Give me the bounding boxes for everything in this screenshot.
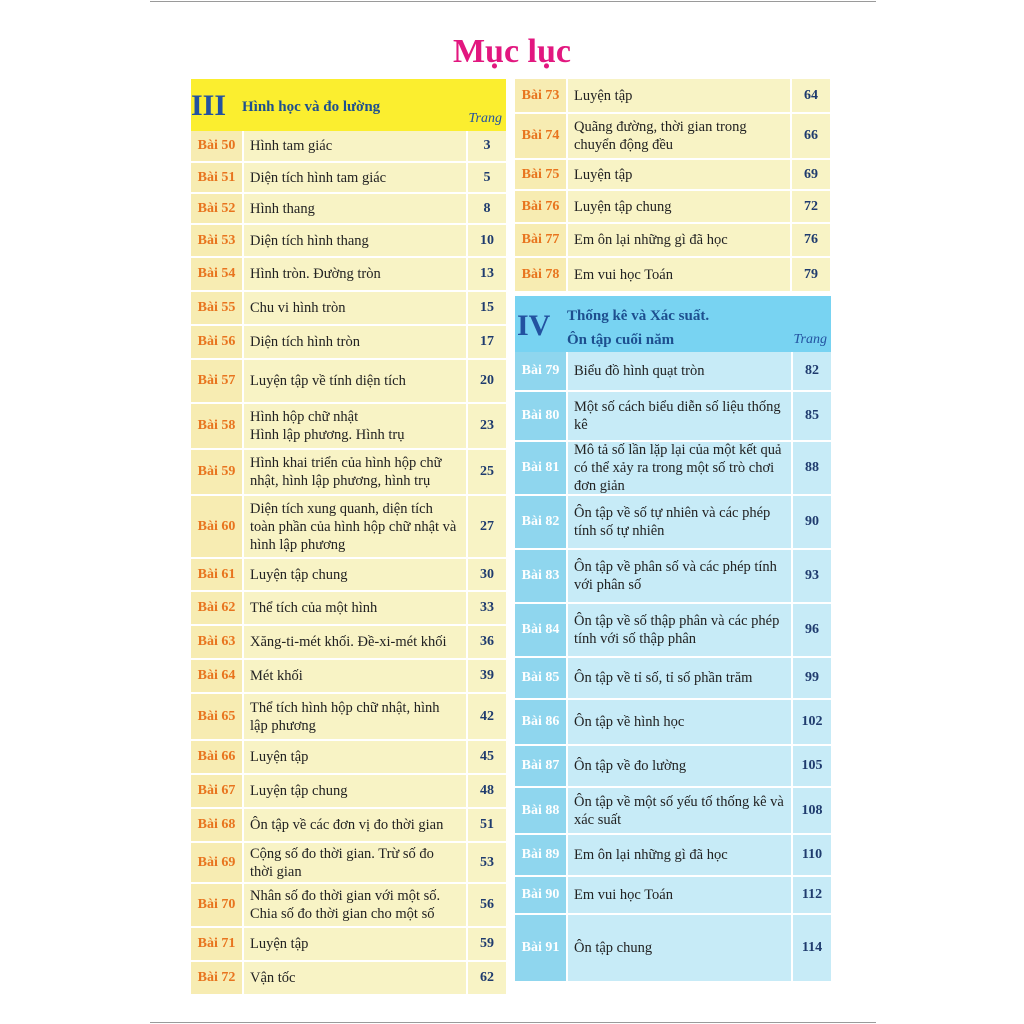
section-iv-header [515,296,831,352]
lesson-number: Bài 87 [515,746,566,786]
lesson-title: Diện tích hình tam giác [242,163,466,192]
lesson-title: Chu vi hình tròn [242,292,466,324]
lesson-title: Mô tả số lần lặp lại của một kết quả có thể xảy ra trong một số trò chơi đơn giản [566,442,791,494]
lesson-number: Bài 80 [515,392,566,440]
lesson-number: Bài 59 [191,450,242,494]
lesson-list [191,131,506,996]
lesson-page: 102 [791,700,831,744]
lesson-title: Quãng đường, thời gian trong chuyển động đều [566,114,790,158]
lesson-title: Diện tích hình thang [242,225,466,256]
lesson-number: Bài 73 [515,79,566,112]
list-item[interactable] [191,496,506,559]
lesson-number: Bài 85 [515,658,566,698]
lesson-number: Bài 51 [191,163,242,192]
list-item[interactable] [515,496,831,550]
lesson-page: 79 [790,258,830,291]
lesson-title: Hình hộp chữ nhật Hình lập phương. Hình trụ [242,404,466,448]
lesson-page: 69 [790,160,830,189]
lesson-page: 30 [466,559,506,590]
lesson-title: Ôn tập về hình học [566,700,791,744]
lesson-number: Bài 68 [191,809,242,841]
lesson-page: 93 [791,550,831,602]
lesson-page: 82 [791,352,831,390]
lesson-number: Bài 89 [515,835,566,875]
lesson-title: Luyện tập chung [566,191,790,222]
page-column-label: Trang [793,332,827,347]
list-item[interactable] [191,626,506,660]
page-title: Mục lục [452,33,572,70]
top-rule [150,1,876,2]
lesson-page: 3 [466,131,506,161]
lesson-page: 66 [790,114,830,158]
list-item[interactable] [191,450,506,496]
lesson-title: Mét khối [242,660,466,692]
lesson-title: Luyện tập [566,79,790,112]
lesson-title: Luyện tập [242,741,466,773]
list-item[interactable] [515,442,831,496]
lesson-number: Bài 63 [191,626,242,658]
section-iii-header [191,79,506,131]
lesson-number: Bài 67 [191,775,242,807]
lesson-page: 5 [466,163,506,192]
lesson-number: Bài 71 [191,928,242,960]
lesson-title: Ôn tập về phân số và các phép tính với phân số [566,550,791,602]
lesson-page: 62 [466,962,506,994]
lesson-number: Bài 83 [515,550,566,602]
list-item[interactable] [191,292,506,326]
lesson-page: 51 [466,809,506,841]
list-item[interactable] [191,258,506,292]
lesson-title: Thể tích hình hộp chữ nhật, hình lập phương [242,694,466,739]
lesson-number: Bài 58 [191,404,242,448]
list-item[interactable] [515,604,831,658]
lesson-page: 99 [791,658,831,698]
lesson-title: Luyện tập [242,928,466,960]
lesson-title: Em ôn lại những gì đã học [566,835,791,875]
lesson-title: Em vui học Toán [566,258,790,291]
lesson-number: Bài 91 [515,915,566,981]
lesson-number: Bài 65 [191,694,242,739]
lesson-list [515,352,831,983]
lesson-number: Bài 79 [515,352,566,390]
list-item[interactable] [515,788,831,835]
list-item[interactable] [515,700,831,746]
lesson-page: 15 [466,292,506,324]
lesson-page: 10 [466,225,506,256]
lesson-title: Luyện tập về tính diện tích [242,360,466,402]
lesson-number: Bài 82 [515,496,566,548]
list-item[interactable] [191,360,506,404]
list-item[interactable] [191,326,506,360]
lesson-number: Bài 53 [191,225,242,256]
list-item[interactable] [191,928,506,962]
lesson-number: Bài 52 [191,194,242,223]
lesson-title: Ôn tập về tỉ số, tỉ số phần trăm [566,658,791,698]
section-title: Thống kê và Xác suất. Ôn tập cuối năm [567,308,710,348]
lesson-title: Hình tròn. Đường tròn [242,258,466,290]
list-item[interactable] [515,835,831,877]
lesson-number: Bài 84 [515,604,566,656]
lesson-title: Luyện tập chung [242,775,466,807]
list-item[interactable] [191,660,506,694]
lesson-number: Bài 60 [191,496,242,557]
lesson-page: 36 [466,626,506,658]
lesson-title: Luyện tập [566,160,790,189]
lesson-page: 25 [466,450,506,494]
lesson-number: Bài 81 [515,442,566,494]
lesson-title: Ôn tập về đo lường [566,746,791,786]
lesson-number: Bài 54 [191,258,242,290]
lesson-number: Bài 61 [191,559,242,590]
lesson-number: Bài 55 [191,292,242,324]
lesson-page: 108 [791,788,831,833]
lesson-page: 114 [791,915,831,981]
lesson-title: Ôn tập chung [566,915,791,981]
list-item[interactable] [191,775,506,809]
list-item[interactable] [191,809,506,843]
lesson-title: Biểu đồ hình quạt tròn [566,352,791,390]
lesson-number: Bài 72 [191,962,242,994]
lesson-page: 33 [466,592,506,624]
lesson-title: Cộng số đo thời gian. Trừ số đo thời gian [242,843,466,882]
list-item[interactable] [515,352,831,392]
lesson-number: Bài 62 [191,592,242,624]
lesson-number: Bài 57 [191,360,242,402]
lesson-page: 96 [791,604,831,656]
lesson-title: Ôn tập về các đơn vị đo thời gian [242,809,466,841]
list-item[interactable] [191,404,506,450]
list-item[interactable] [515,191,830,224]
lesson-page: 23 [466,404,506,448]
lesson-page: 90 [791,496,831,548]
list-item[interactable] [191,194,506,225]
lesson-page: 112 [791,877,831,913]
lesson-page: 64 [790,79,830,112]
lesson-page: 17 [466,326,506,358]
list-item[interactable] [191,163,506,194]
list-item[interactable] [515,79,830,114]
list-item[interactable] [191,694,506,741]
section-iii-panel [191,79,506,996]
list-item[interactable] [515,658,831,700]
lesson-number: Bài 75 [515,160,566,189]
lesson-title: Vận tốc [242,962,466,994]
lesson-number: Bài 70 [191,884,242,926]
list-item[interactable] [191,225,506,258]
list-item[interactable] [515,114,830,160]
page-column-label: Trang [468,111,502,126]
lesson-page: 110 [791,835,831,875]
lesson-number: Bài 69 [191,843,242,882]
list-item[interactable] [515,392,831,442]
lesson-number: Bài 50 [191,131,242,161]
lesson-page: 27 [466,496,506,557]
lesson-page: 105 [791,746,831,786]
list-item[interactable] [191,741,506,775]
bottom-rule [150,1022,876,1023]
lesson-page: 45 [466,741,506,773]
lesson-title: Diện tích hình tròn [242,326,466,358]
list-item[interactable] [191,592,506,626]
lesson-number: Bài 78 [515,258,566,291]
lesson-page: 8 [466,194,506,223]
lesson-title: Ôn tập về một số yếu tố thống kê và xác suất [566,788,791,833]
lesson-list [515,79,830,293]
lesson-page: 56 [466,884,506,926]
lesson-page: 48 [466,775,506,807]
section-iii-continued-panel [515,79,830,293]
lesson-title: Hình tam giác [242,131,466,161]
lesson-page: 85 [791,392,831,440]
lesson-title: Diện tích xung quanh, diện tích toàn phần của hình hộp chữ nhật và hình lập phương [242,496,466,557]
lesson-number: Bài 77 [515,224,566,256]
lesson-title: Luyện tập chung [242,559,466,590]
lesson-title: Thể tích của một hình [242,592,466,624]
list-item[interactable] [191,884,506,928]
lesson-title: Hình thang [242,194,466,223]
list-item[interactable] [515,915,831,983]
lesson-page: 53 [466,843,506,882]
list-item[interactable] [191,843,506,884]
lesson-page: 72 [790,191,830,222]
section-title: Hình học và đo lường [242,99,381,115]
list-item[interactable] [515,877,831,915]
lesson-title: Hình khai triển của hình hộp chữ nhật, hình lập phương, hình trụ [242,450,466,494]
lesson-number: Bài 56 [191,326,242,358]
lesson-number: Bài 64 [191,660,242,692]
section-numeral: III [191,89,227,122]
lesson-title: Xăng-ti-mét khối. Đề-xi-mét khối [242,626,466,658]
lesson-page: 20 [466,360,506,402]
list-item[interactable] [191,962,506,996]
lesson-page: 39 [466,660,506,692]
lesson-page: 59 [466,928,506,960]
list-item[interactable] [515,224,830,258]
list-item[interactable] [515,258,830,293]
section-iv-panel [515,296,831,983]
list-item[interactable] [191,559,506,592]
lesson-number: Bài 90 [515,877,566,913]
lesson-title: Em ôn lại những gì đã học [566,224,790,256]
lesson-page: 13 [466,258,506,290]
lesson-title: Ôn tập về số thập phân và các phép tính với số thập phân [566,604,791,656]
list-item[interactable] [515,746,831,788]
lesson-number: Bài 86 [515,700,566,744]
lesson-title: Ôn tập về số tự nhiên và các phép tính số tự nhiên [566,496,791,548]
lesson-number: Bài 88 [515,788,566,833]
section-numeral: IV [517,309,551,342]
list-item[interactable] [515,550,831,604]
lesson-page: 88 [791,442,831,494]
lesson-page: 76 [790,224,830,256]
lesson-number: Bài 74 [515,114,566,158]
lesson-number: Bài 76 [515,191,566,222]
lesson-title: Một số cách biểu diễn số liệu thống kê [566,392,791,440]
list-item[interactable] [191,131,506,163]
lesson-page: 42 [466,694,506,739]
list-item[interactable] [515,160,830,191]
lesson-number: Bài 66 [191,741,242,773]
lesson-title: Em vui học Toán [566,877,791,913]
lesson-title: Nhân số đo thời gian với một số. Chia số đo thời gian cho một số [242,884,466,926]
